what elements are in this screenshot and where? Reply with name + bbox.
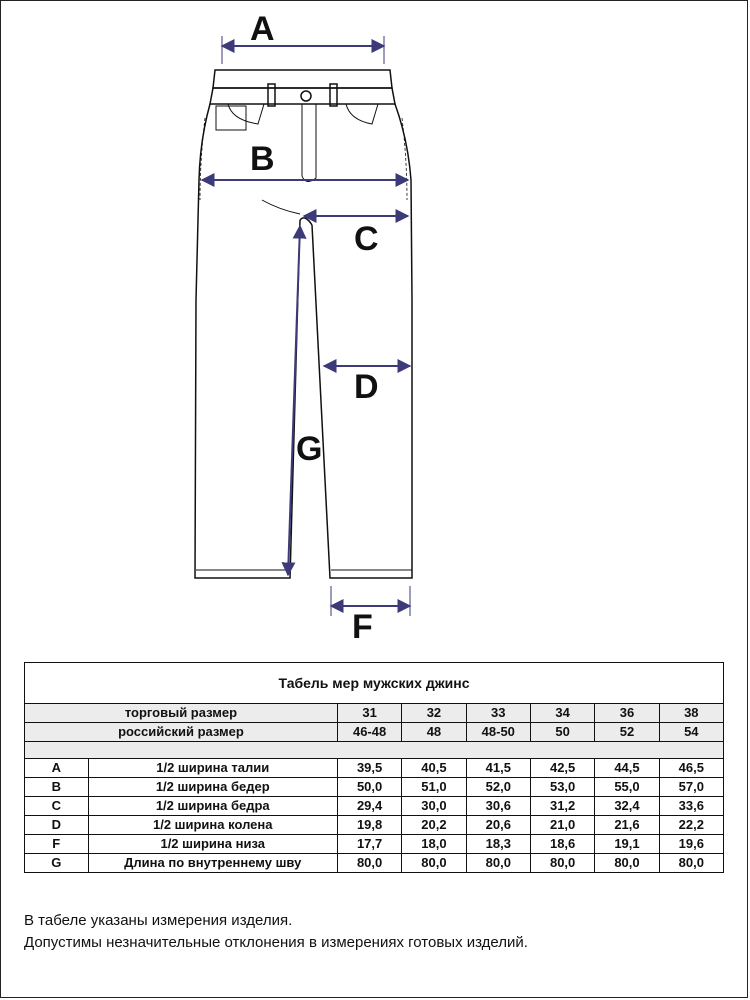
row-code: C xyxy=(25,797,89,816)
arrow-g xyxy=(288,226,300,575)
trade-size-row xyxy=(25,704,724,723)
label-c: C xyxy=(354,220,379,258)
row-name: 1/2 ширина низа xyxy=(88,835,337,854)
value-cell: 30,0 xyxy=(402,797,466,816)
row-code: D xyxy=(25,816,89,835)
label-b: B xyxy=(250,140,275,178)
size-table xyxy=(24,662,724,873)
value-cell: 80,0 xyxy=(466,854,530,873)
label-g: G xyxy=(296,430,323,468)
note-line: В табеле указаны измерения изделия. xyxy=(24,912,293,929)
value-cell: 80,0 xyxy=(530,854,594,873)
table-title: Табель мер мужских джинс xyxy=(25,663,724,704)
value-cell: 18,6 xyxy=(530,835,594,854)
russian-size-label: российский размер xyxy=(25,723,338,742)
value-cell: 42,5 xyxy=(530,759,594,778)
jeans-outline xyxy=(195,70,412,578)
value-cell: 21,0 xyxy=(530,816,594,835)
value-cell: 80,0 xyxy=(595,854,659,873)
size-cell: 33 xyxy=(466,704,530,723)
size-cell: 34 xyxy=(530,704,594,723)
value-cell: 19,6 xyxy=(659,835,723,854)
row-name: 1/2 ширина бедра xyxy=(88,797,337,816)
note-line: Допустимы незначительные отклонения в измерениях готовых изделий. xyxy=(24,934,528,951)
value-cell: 21,6 xyxy=(595,816,659,835)
size-cell: 54 xyxy=(659,723,723,742)
notes xyxy=(24,910,724,954)
table-row xyxy=(25,778,724,797)
value-cell: 57,0 xyxy=(659,778,723,797)
row-code: G xyxy=(25,854,89,873)
table-row xyxy=(25,816,724,835)
value-cell: 44,5 xyxy=(595,759,659,778)
label-a: A xyxy=(250,10,275,48)
label-f: F xyxy=(352,608,373,646)
value-cell: 18,3 xyxy=(466,835,530,854)
value-cell: 32,4 xyxy=(595,797,659,816)
value-cell: 17,7 xyxy=(337,835,401,854)
row-name: Длина по внутреннему шву xyxy=(88,854,337,873)
value-cell: 31,2 xyxy=(530,797,594,816)
russian-size-row xyxy=(25,723,724,742)
size-cell: 46-48 xyxy=(337,723,401,742)
value-cell: 51,0 xyxy=(402,778,466,797)
value-cell: 41,5 xyxy=(466,759,530,778)
row-name: 1/2 ширина бедер xyxy=(88,778,337,797)
table-row xyxy=(25,759,724,778)
size-cell: 31 xyxy=(337,704,401,723)
row-name: 1/2 ширина талии xyxy=(88,759,337,778)
value-cell: 20,6 xyxy=(466,816,530,835)
size-cell: 48 xyxy=(402,723,466,742)
label-d: D xyxy=(354,368,379,406)
size-cell: 50 xyxy=(530,723,594,742)
spacer-row xyxy=(25,742,724,759)
value-cell: 80,0 xyxy=(337,854,401,873)
value-cell: 19,1 xyxy=(595,835,659,854)
size-cell: 36 xyxy=(595,704,659,723)
row-code: F xyxy=(25,835,89,854)
value-cell: 30,6 xyxy=(466,797,530,816)
size-cell: 52 xyxy=(595,723,659,742)
value-cell: 19,8 xyxy=(337,816,401,835)
value-cell: 55,0 xyxy=(595,778,659,797)
table-row xyxy=(25,797,724,816)
size-cell: 48-50 xyxy=(466,723,530,742)
value-cell: 80,0 xyxy=(402,854,466,873)
value-cell: 40,5 xyxy=(402,759,466,778)
row-code: B xyxy=(25,778,89,797)
value-cell: 33,6 xyxy=(659,797,723,816)
table-row xyxy=(25,835,724,854)
row-name: 1/2 ширина колена xyxy=(88,816,337,835)
value-cell: 22,2 xyxy=(659,816,723,835)
dimension-arrows xyxy=(202,36,410,616)
value-cell: 80,0 xyxy=(659,854,723,873)
value-cell: 20,2 xyxy=(402,816,466,835)
value-cell: 39,5 xyxy=(337,759,401,778)
size-cell: 38 xyxy=(659,704,723,723)
row-code: A xyxy=(25,759,89,778)
value-cell: 29,4 xyxy=(337,797,401,816)
value-cell: 53,0 xyxy=(530,778,594,797)
size-cell: 32 xyxy=(402,704,466,723)
value-cell: 50,0 xyxy=(337,778,401,797)
value-cell: 46,5 xyxy=(659,759,723,778)
table-row xyxy=(25,854,724,873)
trade-size-label: торговый размер xyxy=(25,704,338,723)
value-cell: 18,0 xyxy=(402,835,466,854)
value-cell: 52,0 xyxy=(466,778,530,797)
